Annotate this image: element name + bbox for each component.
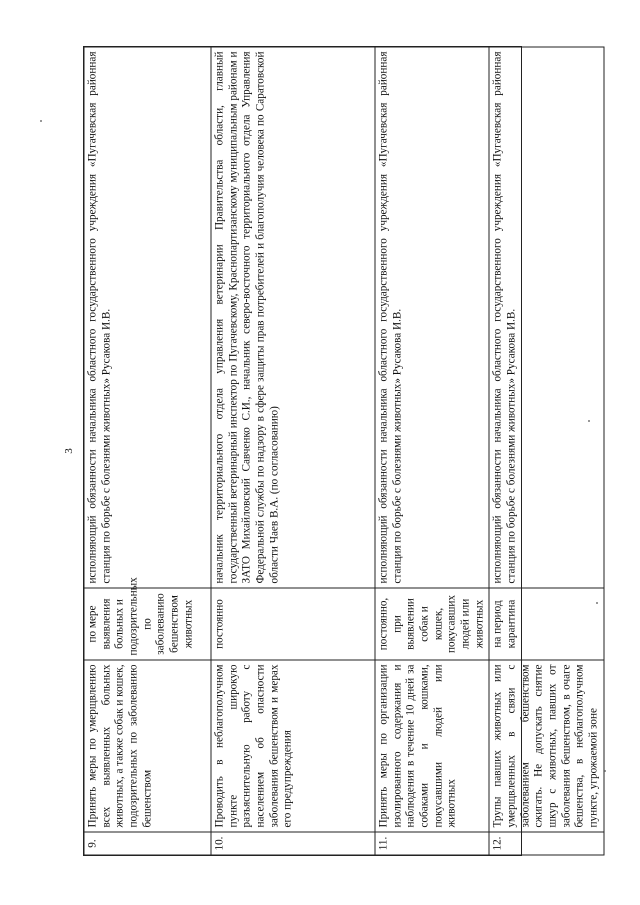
table-row bbox=[84, 47, 211, 855]
measures-table-frame bbox=[83, 46, 600, 856]
row-action: Принять меры по умерщвлению всех выявленных больных животных, а также собак и кошек, подозрительных по заболеванию бешенством bbox=[84, 660, 211, 832]
row-action: Принять меры по организации изолированного содержания и наблюдения в течение 10 дней за собаками и кошками, покусавшими людей или животных bbox=[375, 660, 489, 832]
row-responsible: начальник территориального отдела управления ветеринарии Правительства области, главный государственный ветеринарный инспектор по Пугачевскому, Краснопартизанскому муниципальным районам и ЗАТО Михайловский Савченко С.И., начальник северо-восточного территориального отдела Управления Федеральной службы по надзору в сфере защиты прав потребителей и благополучия человека по Саратовской области Чаев В.А. (по согласованию) bbox=[211, 47, 375, 588]
table-row bbox=[375, 47, 489, 855]
row-term: на период карантина bbox=[489, 588, 603, 660]
row-term: постоянно bbox=[211, 588, 375, 660]
row-responsible: исполняющий обязанности начальника областного государственного учреждения «Пугачевская районная станция по борьбе с болезнями животных» Русакова И.В. bbox=[375, 47, 489, 588]
measures-table bbox=[84, 47, 605, 856]
row-number: 10. bbox=[211, 832, 375, 855]
row-term: постоянно, при выявлении собак и кошек, покусавших людей или животных bbox=[375, 588, 489, 660]
row-responsible: исполняющий обязанности начальника областного государственного учреждения «Пугачевская районная станция по борьбе с болезнями животных» Русакова И.В. bbox=[84, 47, 211, 588]
row-responsible: исполняющий обязанности начальника областного государственного учреждения «Пугачевская районная станция по борьбе с болезнями животных» Русакова И.В. bbox=[489, 47, 603, 588]
row-action: Проводить в неблагополучном пункте широкую разъяснительную работу с населением об опасности заболевания бешенством и мерах его предупреждения bbox=[211, 660, 375, 832]
table-row bbox=[211, 47, 375, 855]
row-number: 9. bbox=[84, 832, 211, 855]
scan-speck bbox=[588, 420, 590, 422]
table-row bbox=[489, 47, 603, 855]
row-action: Трупы павших животных или умерщвленных в связи с заболеванием бешенством сжигать. Не допускать снятие шкур с животных, павших от заболевания бешенством, в очаге бешенства, в неблагополучном пункте, угрожаемой зоне bbox=[489, 660, 603, 832]
scan-speck bbox=[596, 602, 598, 604]
row-term: по мере выявления больных и подозрительных по заболеванию бешенством животных bbox=[84, 588, 211, 660]
page-number: 3 bbox=[62, 448, 75, 454]
scan-speck bbox=[40, 120, 42, 122]
scan-speck bbox=[604, 770, 606, 772]
row-number: 11. bbox=[375, 832, 489, 855]
measures-table-rotated bbox=[84, 48, 600, 856]
row-number: 12. bbox=[489, 832, 603, 855]
